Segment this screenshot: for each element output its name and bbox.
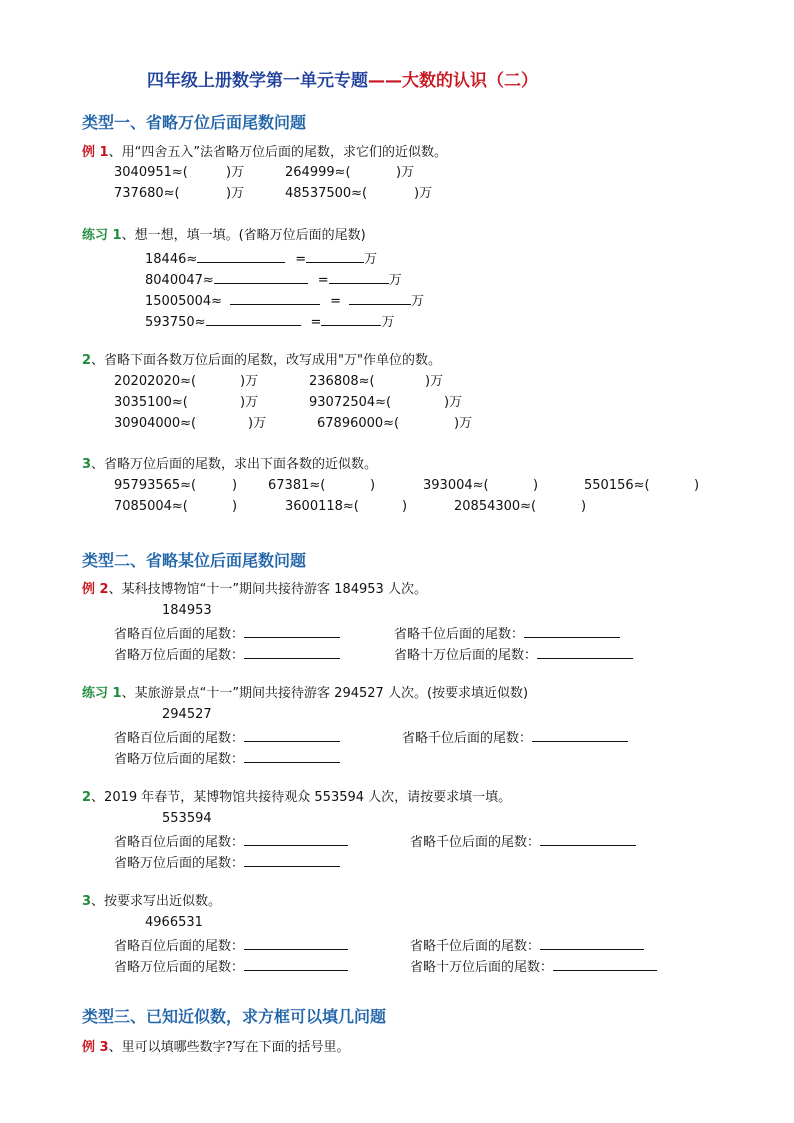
practice-3-text: 、省略万位后面的尾数，求出下面各数的近似数。	[91, 457, 378, 472]
p3-item-end: )	[533, 478, 539, 493]
p3-item: 67381≈(	[268, 478, 326, 493]
p2-item: 20202020≈(	[114, 374, 197, 389]
ex1-item-end: )万	[396, 165, 415, 180]
p3-item: 7085004≈(	[114, 499, 188, 514]
fill-row	[145, 312, 394, 331]
p3-item-end: )	[694, 478, 700, 493]
section-heading-2: 类型二、省略某位后面尾数问题	[82, 551, 307, 570]
example-3-prompt	[82, 1040, 349, 1056]
answer-blank[interactable]	[321, 312, 381, 326]
practice-2-label: 2	[82, 353, 92, 368]
fill-number: 15005004≈	[145, 294, 223, 309]
p3-item-end: )	[232, 478, 238, 493]
p3-item: 20854300≈(	[454, 499, 537, 514]
approx-line	[114, 624, 340, 643]
answer-blank[interactable]	[532, 728, 628, 742]
practice-label: 2	[82, 790, 92, 805]
fill-number: 8040047≈	[145, 273, 214, 288]
prompt-label: 省略百位后面的尾数：	[114, 939, 245, 954]
p3-item-end: )	[402, 499, 408, 514]
p3-item: 95793565≈(	[114, 478, 197, 493]
practice-1-prompt	[82, 228, 366, 244]
answer-blank[interactable]	[244, 853, 340, 867]
p3-item: 393004≈(	[423, 478, 489, 493]
answer-blank[interactable]	[244, 728, 340, 742]
answer-blank[interactable]	[349, 291, 411, 305]
p2-item: 67896000≈(	[317, 416, 400, 431]
title-dash: ——	[368, 71, 402, 91]
approx-line	[114, 645, 340, 664]
approx-line	[114, 728, 340, 747]
p3-item: 550156≈(	[584, 478, 650, 493]
fill-number: 593750≈	[145, 315, 206, 330]
practice-3-prompt	[82, 457, 377, 473]
example-3-text: 、里可以填哪些数字?写在下面的括号里。	[108, 1040, 350, 1055]
given-number: 4966531	[145, 915, 203, 930]
practice-2-text: 、省略下面各数万位后面的尾数，改写成用"万"作单位的数。	[91, 353, 442, 368]
answer-blank[interactable]	[329, 270, 389, 284]
prompt-label: 省略百位后面的尾数：	[114, 627, 245, 642]
approx-line	[114, 936, 348, 955]
answer-blank[interactable]	[306, 249, 364, 263]
answer-blank[interactable]	[244, 832, 348, 846]
equals-sign: =	[310, 315, 322, 330]
practice-2-2-prompt	[82, 790, 511, 806]
unit-label: 万	[381, 315, 395, 330]
approx-line	[114, 749, 340, 768]
ex1-item-end: )万	[226, 165, 245, 180]
unit-label: 万	[410, 294, 424, 309]
page-title	[147, 70, 538, 92]
p2-item: 236808≈(	[309, 374, 375, 389]
practice-2-1-prompt	[82, 686, 528, 702]
approx-line	[114, 957, 348, 976]
answer-blank[interactable]	[540, 936, 644, 950]
ex1-item-end: )万	[414, 186, 433, 201]
fill-number: 18446≈	[145, 252, 198, 267]
p3-item-end: )	[370, 478, 376, 493]
ex1-item: 737680≈(	[114, 186, 180, 201]
answer-blank[interactable]	[244, 957, 348, 971]
practice-3-label: 3	[82, 457, 92, 472]
section-heading-1: 类型一、省略万位后面尾数问题	[82, 113, 307, 132]
p2-item-end: )万	[240, 395, 259, 410]
prompt-label: 省略万位后面的尾数：	[114, 648, 245, 663]
answer-blank[interactable]	[244, 645, 340, 659]
practice-text: 、2019 年春节，某博物馆共接待观众 553594 人次，请按要求填一填。	[91, 790, 512, 805]
equals-sign: =	[295, 252, 307, 267]
prompt-label: 省略万位后面的尾数：	[114, 752, 245, 767]
equals-sign: =	[317, 273, 329, 288]
fill-row	[145, 270, 402, 289]
p3-item: 3600118≈(	[285, 499, 359, 514]
ex1-item-end: )万	[226, 186, 245, 201]
prompt-label: 省略百位后面的尾数：	[114, 835, 245, 850]
p3-item-end: )	[232, 499, 238, 514]
practice-1-label: 练习 1	[82, 228, 122, 243]
practice-label: 3	[82, 894, 92, 909]
p2-item-end: )万	[425, 374, 444, 389]
example-1-text: 、用“四舍五入”法省略万位后面的尾数，求它们的近似数。	[108, 145, 448, 160]
prompt-label: 省略十万位后面的尾数：	[394, 648, 538, 663]
p2-item: 93072504≈(	[309, 395, 392, 410]
prompt-label: 省略千位后面的尾数：	[402, 731, 533, 746]
practice-text: 、按要求写出近似数。	[91, 894, 222, 909]
answer-blank[interactable]	[524, 624, 620, 638]
example-2-label: 例 2	[82, 582, 109, 597]
section-heading-3: 类型三、已知近似数，求方框可以填几问题	[82, 1007, 387, 1026]
practice-label: 练习 1	[82, 686, 122, 701]
prompt-label: 省略千位后面的尾数：	[394, 627, 525, 642]
answer-blank[interactable]	[230, 291, 320, 305]
given-number: 294527	[162, 707, 212, 722]
equals-sign: =	[330, 294, 341, 309]
title-part1: 四年级上册数学第一单元专题	[147, 71, 368, 91]
answer-blank[interactable]	[244, 624, 340, 638]
ex1-item: 264999≈(	[285, 165, 351, 180]
p2-item: 3035100≈(	[114, 395, 188, 410]
p2-item-end: )万	[444, 395, 463, 410]
p2-item: 30904000≈(	[114, 416, 197, 431]
ex1-item: 3040951≈(	[114, 165, 188, 180]
practice-2-3-prompt	[82, 894, 221, 910]
approx-line	[410, 832, 636, 851]
given-number: 184953	[162, 603, 212, 618]
fill-row	[145, 291, 424, 310]
example-2-prompt	[82, 582, 427, 598]
p2-item-end: )万	[248, 416, 267, 431]
answer-blank[interactable]	[214, 270, 308, 284]
approx-line	[410, 957, 657, 976]
practice-1-text: 、想一想，填一填。(省略万位后面的尾数)	[121, 228, 366, 243]
example-2-text: 、某科技博物馆“十一”期间共接待游客 184953 人次。	[108, 582, 427, 597]
practice-text: 、某旅游景点“十一”期间共接待游客 294527 人次。(按要求填近似数)	[121, 686, 529, 701]
p2-item-end: )万	[240, 374, 259, 389]
answer-blank[interactable]	[553, 957, 657, 971]
given-number: 553594	[162, 811, 212, 826]
prompt-label: 省略千位后面的尾数：	[410, 939, 541, 954]
answer-blank[interactable]	[244, 936, 348, 950]
prompt-label: 省略十万位后面的尾数：	[410, 960, 554, 975]
title-part2: 大数的认识（二）	[402, 71, 538, 91]
prompt-label: 省略百位后面的尾数：	[114, 731, 245, 746]
approx-line	[114, 832, 348, 851]
approx-line	[394, 645, 633, 664]
answer-blank[interactable]	[540, 832, 636, 846]
fill-row	[145, 249, 377, 268]
p2-item-end: )万	[454, 416, 473, 431]
unit-label: 万	[388, 273, 402, 288]
prompt-label: 省略千位后面的尾数：	[410, 835, 541, 850]
example-3-label: 例 3	[82, 1040, 109, 1055]
p3-item-end: )	[581, 499, 587, 514]
approx-line	[394, 624, 620, 643]
ex1-item: 48537500≈(	[285, 186, 368, 201]
approx-line	[410, 936, 644, 955]
approx-line	[402, 728, 628, 747]
approx-line	[114, 853, 340, 872]
answer-blank[interactable]	[244, 749, 340, 763]
answer-blank[interactable]	[197, 249, 285, 263]
unit-label: 万	[364, 252, 378, 267]
answer-blank[interactable]	[537, 645, 633, 659]
practice-2-prompt	[82, 353, 441, 369]
example-1-prompt	[82, 145, 447, 161]
answer-blank[interactable]	[206, 312, 301, 326]
prompt-label: 省略万位后面的尾数：	[114, 856, 245, 871]
prompt-label: 省略万位后面的尾数：	[114, 960, 245, 975]
example-1-label: 例 1	[82, 145, 109, 160]
